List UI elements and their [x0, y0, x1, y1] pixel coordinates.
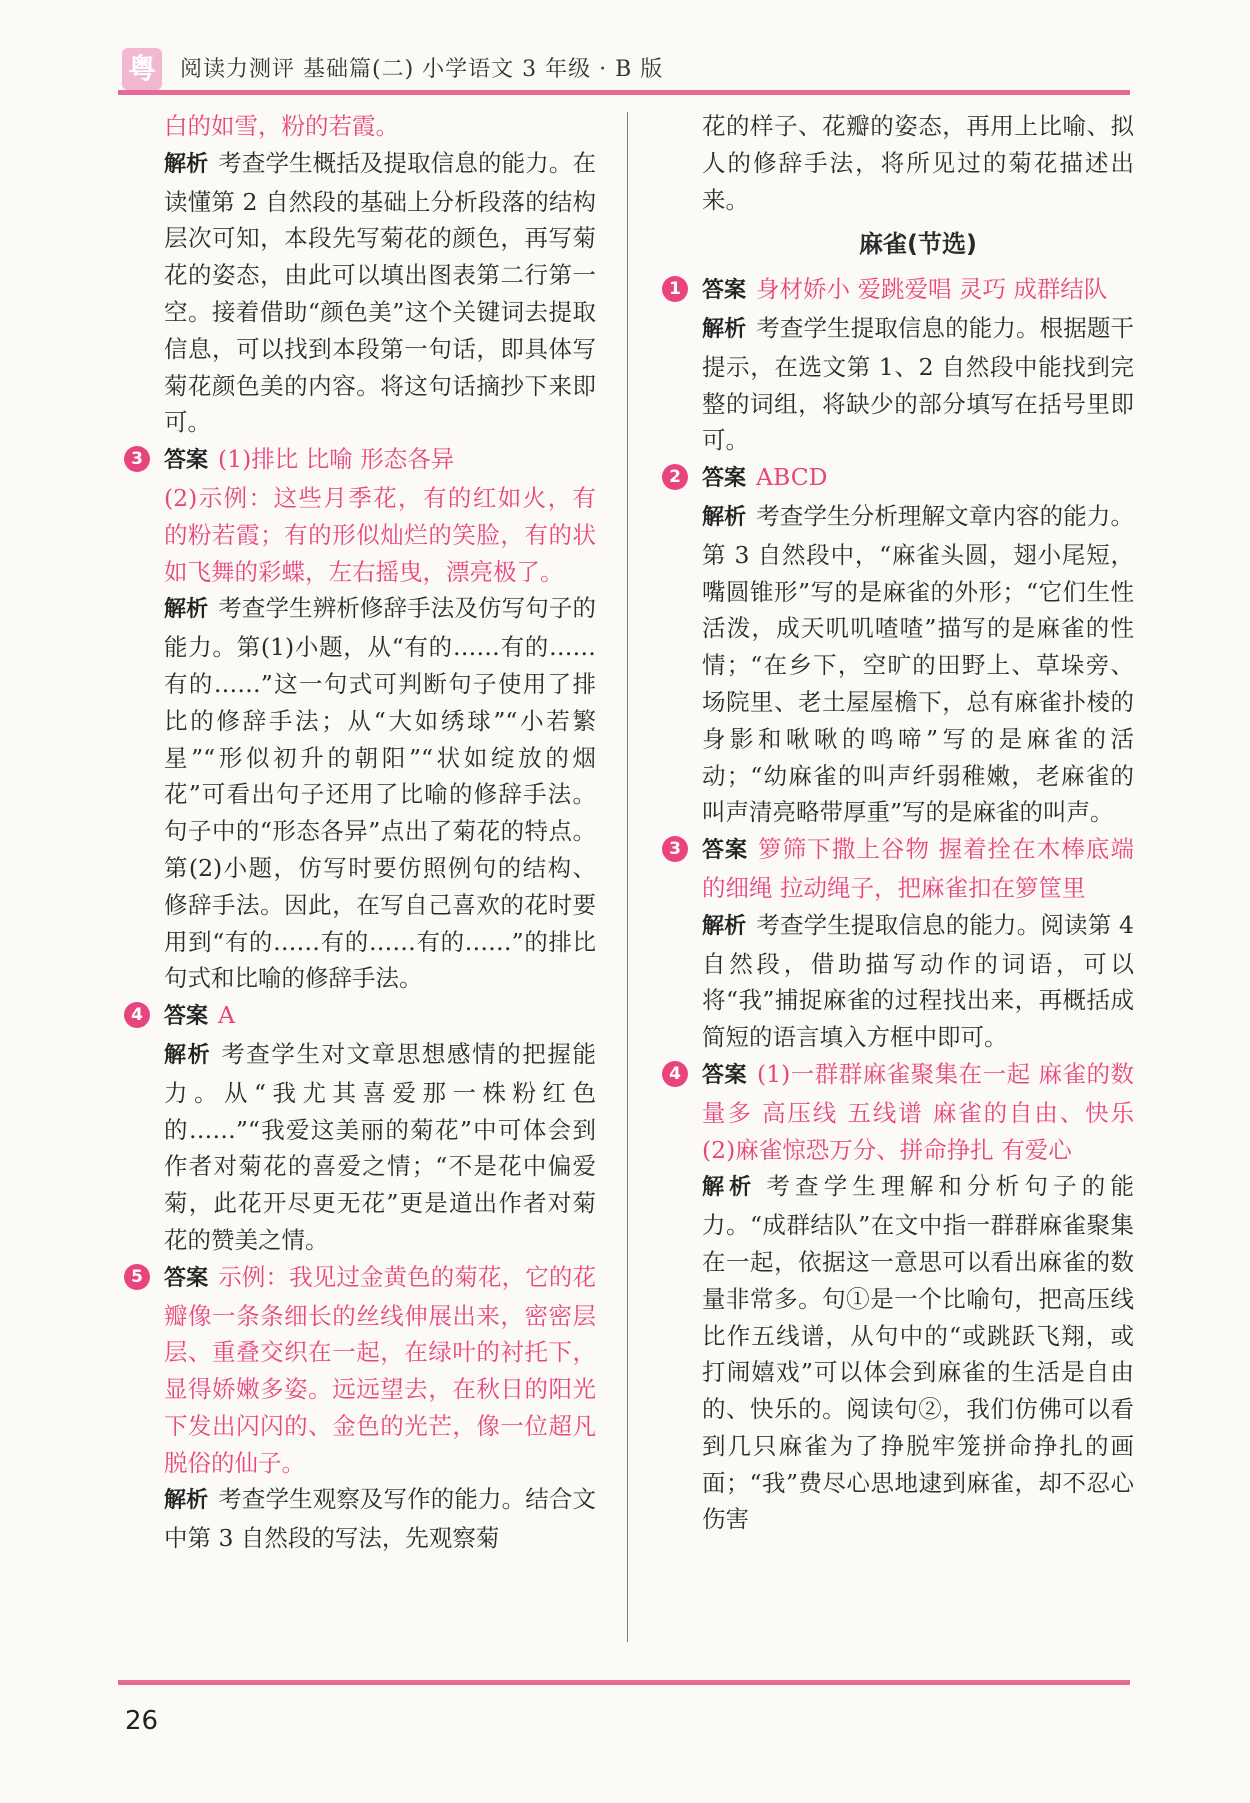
question-number-badge: 5	[124, 1264, 150, 1290]
analysis-block	[164, 145, 596, 441]
page-number: 26	[125, 1706, 159, 1736]
analysis-label: 解析	[164, 151, 209, 177]
question-number-badge: 2	[662, 464, 688, 490]
analysis-text: 考查学生分析理解文章内容的能力。第 3 自然段中，“麻雀头圆，翅小尾短，嘴圆锥形”写的是麻雀的外形；“它们生性活泼，成天叽叽喳喳”描写的是麻雀的性情；“在乡下，空旷的田野上、草垛旁、场院里、老土屋屋檐下，总有麻雀扑棱的身影和啾啾的鸣啼”写的是麻雀的活动；“幼麻雀的叫声纤弱稚嫩，老麻雀的叫声清亮略带厚重”写的是麻雀的叫声。	[702, 501, 1134, 827]
answer-text: 箩筛下撒上谷物 握着拴在木棒底端的细绳 拉动绳子，把麻雀扣在箩筐里	[702, 835, 1134, 902]
analysis-text: 花的样子、花瓣的姿态，再用上比喻、拟人的修辞手法，将所见过的菊花描述出来。	[702, 112, 1134, 214]
question-number-badge: 4	[662, 1061, 688, 1087]
answer-label: 答案	[702, 278, 747, 304]
right-column	[669, 108, 1134, 1538]
analysis-text: 考查学生概括及提取信息的能力。在读懂第 2 自然段的基础上分析段落的结构层次可知，本段先写菊花的颜色，再写菊花的姿态，由此可以填出图表第二行第一空。接着借助“颜色美”这个关键词去提取信息，可以找到本段第一句话，即具体写菊花颜色美的内容。将这句话摘抄下来即可。	[164, 148, 596, 437]
answer-text: A	[218, 1001, 235, 1030]
section-title: 麻雀(节选)	[859, 230, 977, 259]
question-item-1	[669, 271, 1134, 459]
answer-text: (1)一群群麻雀聚集在一起 麻雀的数量多 高压线 五线谱 麻雀的自由、快乐 (2)麻雀惊恐万分、拼命挣扎 有爱心	[702, 1059, 1134, 1164]
answer-text: 白的如雪，粉的若霞。	[164, 112, 399, 140]
answer-label: 答案	[164, 448, 209, 474]
left-column	[131, 108, 596, 1557]
answer-text: ABCD	[756, 463, 828, 492]
analysis-label: 解析	[702, 316, 747, 342]
region-logo: 粤	[122, 48, 162, 90]
question-item-2	[669, 459, 1134, 831]
question-item-3	[131, 441, 596, 997]
analysis-label: 解析	[702, 913, 747, 939]
analysis-text: 考查学生提取信息的能力。根据题干提示，在选文第 1、2 自然段中能找到完整的词组，将缺少的部分填写在括号里即可。	[702, 313, 1134, 455]
analysis-text: 考查学生辨析修辞手法及仿写句子的能力。第(1)小题，从“有的……有的……有的……”这一句式可判断句子使用了排比的修辞手法；从“大如绣球”“小若繁星”“形似初升的朝阳”“状如绽放的烟花”可看出句子还用了比喻的修辞手法。句子中的“形态各异”点出了菊花的特点。第(2)小题，仿写时要仿照例句的结构、修辞手法。因此，在写自己喜欢的花时要用到“有的……有的……有的……”的排比句式和比喻的修辞手法。	[164, 594, 596, 993]
question-item-3	[669, 831, 1134, 1056]
analysis-label: 解析	[702, 504, 747, 530]
answer-label: 答案	[164, 1265, 209, 1291]
header-title: 阅读力测评 基础篇(二) 小学语文 3 年级 · B 版	[180, 57, 664, 82]
analysis-label: 解析	[702, 1175, 757, 1201]
answer-label: 答案	[702, 1062, 747, 1088]
question-item-5	[131, 1259, 596, 1557]
analysis-text: 考查学生提取信息的能力。阅读第 4 自然段，借助描写动作的词语，可以将“我”捕捉麻雀的过程找出来，再概括成简短的语言填入方框中即可。	[702, 910, 1134, 1052]
question-item-4	[669, 1056, 1134, 1538]
analysis-text: 考查学生观察及写作的能力。结合文中第 3 自然段的写法，先观察菊	[164, 1485, 596, 1553]
question-number-badge: 4	[124, 1002, 150, 1028]
analysis-label: 解析	[164, 597, 209, 623]
question-number-badge: 3	[124, 446, 150, 472]
answer-text: (2)示例：这些月季花，有的红如火，有的粉若霞；有的形似灿烂的笑脸，有的状如飞舞的彩蝶，左右摇曳，漂亮极了。	[164, 483, 596, 586]
question-item-4	[131, 997, 596, 1259]
question-number-badge: 3	[662, 836, 688, 862]
analysis-label: 解析	[164, 1488, 209, 1514]
analysis-text: 考查学生理解和分析句子的能力。“成群结队”在文中指一群群麻雀聚集在一起，依据这一意思可以看出麻雀的数量非常多。句①是一个比喻句，把高压线比作五线谱，从句中的“或跳跃飞翔，或打闹嬉戏”可以体会到麻雀的生活是自由的、快乐的。阅读句②，我们仿佛可以看到几只麻雀为了挣脱牢笼拼命挣扎的画面；“我”费尽心思地逮到麻雀，却不忍心伤害	[702, 1172, 1134, 1534]
analysis-text: 考查学生对文章思想感情的把握能力。从“我尤其喜爱那一株粉红色的……”“我爱这美丽的菊花”中可体会到作者对菊花的喜爱之情；“不是花中偏爱菊，此花开尽更无花”更是道出作者对菊花的赞美之情。	[164, 1039, 596, 1254]
column-divider	[627, 112, 628, 1642]
analysis-label: 解析	[164, 1042, 212, 1068]
answer-label: 答案	[702, 838, 749, 864]
answer-text: 示例：我见过金黄色的菊花，它的花瓣像一条条细长的丝线伸展出来，密密层层、重叠交织在一起，在绿叶的衬托下，显得娇嫩多姿。远远望去，在秋日的阳光下发出闪闪的、金色的光芒，像一位超凡脱俗的仙子。	[164, 1262, 596, 1477]
answer-text: (1)排比 比喻 形态各异	[218, 445, 455, 474]
question-number-badge: 1	[662, 276, 688, 302]
footer-rule	[118, 1680, 1130, 1685]
header-rule	[118, 90, 1130, 95]
page-header	[118, 46, 1130, 96]
answer-label: 答案	[702, 466, 747, 492]
answer-label: 答案	[164, 1004, 209, 1030]
answer-text: 身材娇小 爱跳爱唱 灵巧 成群结队	[756, 275, 1108, 304]
